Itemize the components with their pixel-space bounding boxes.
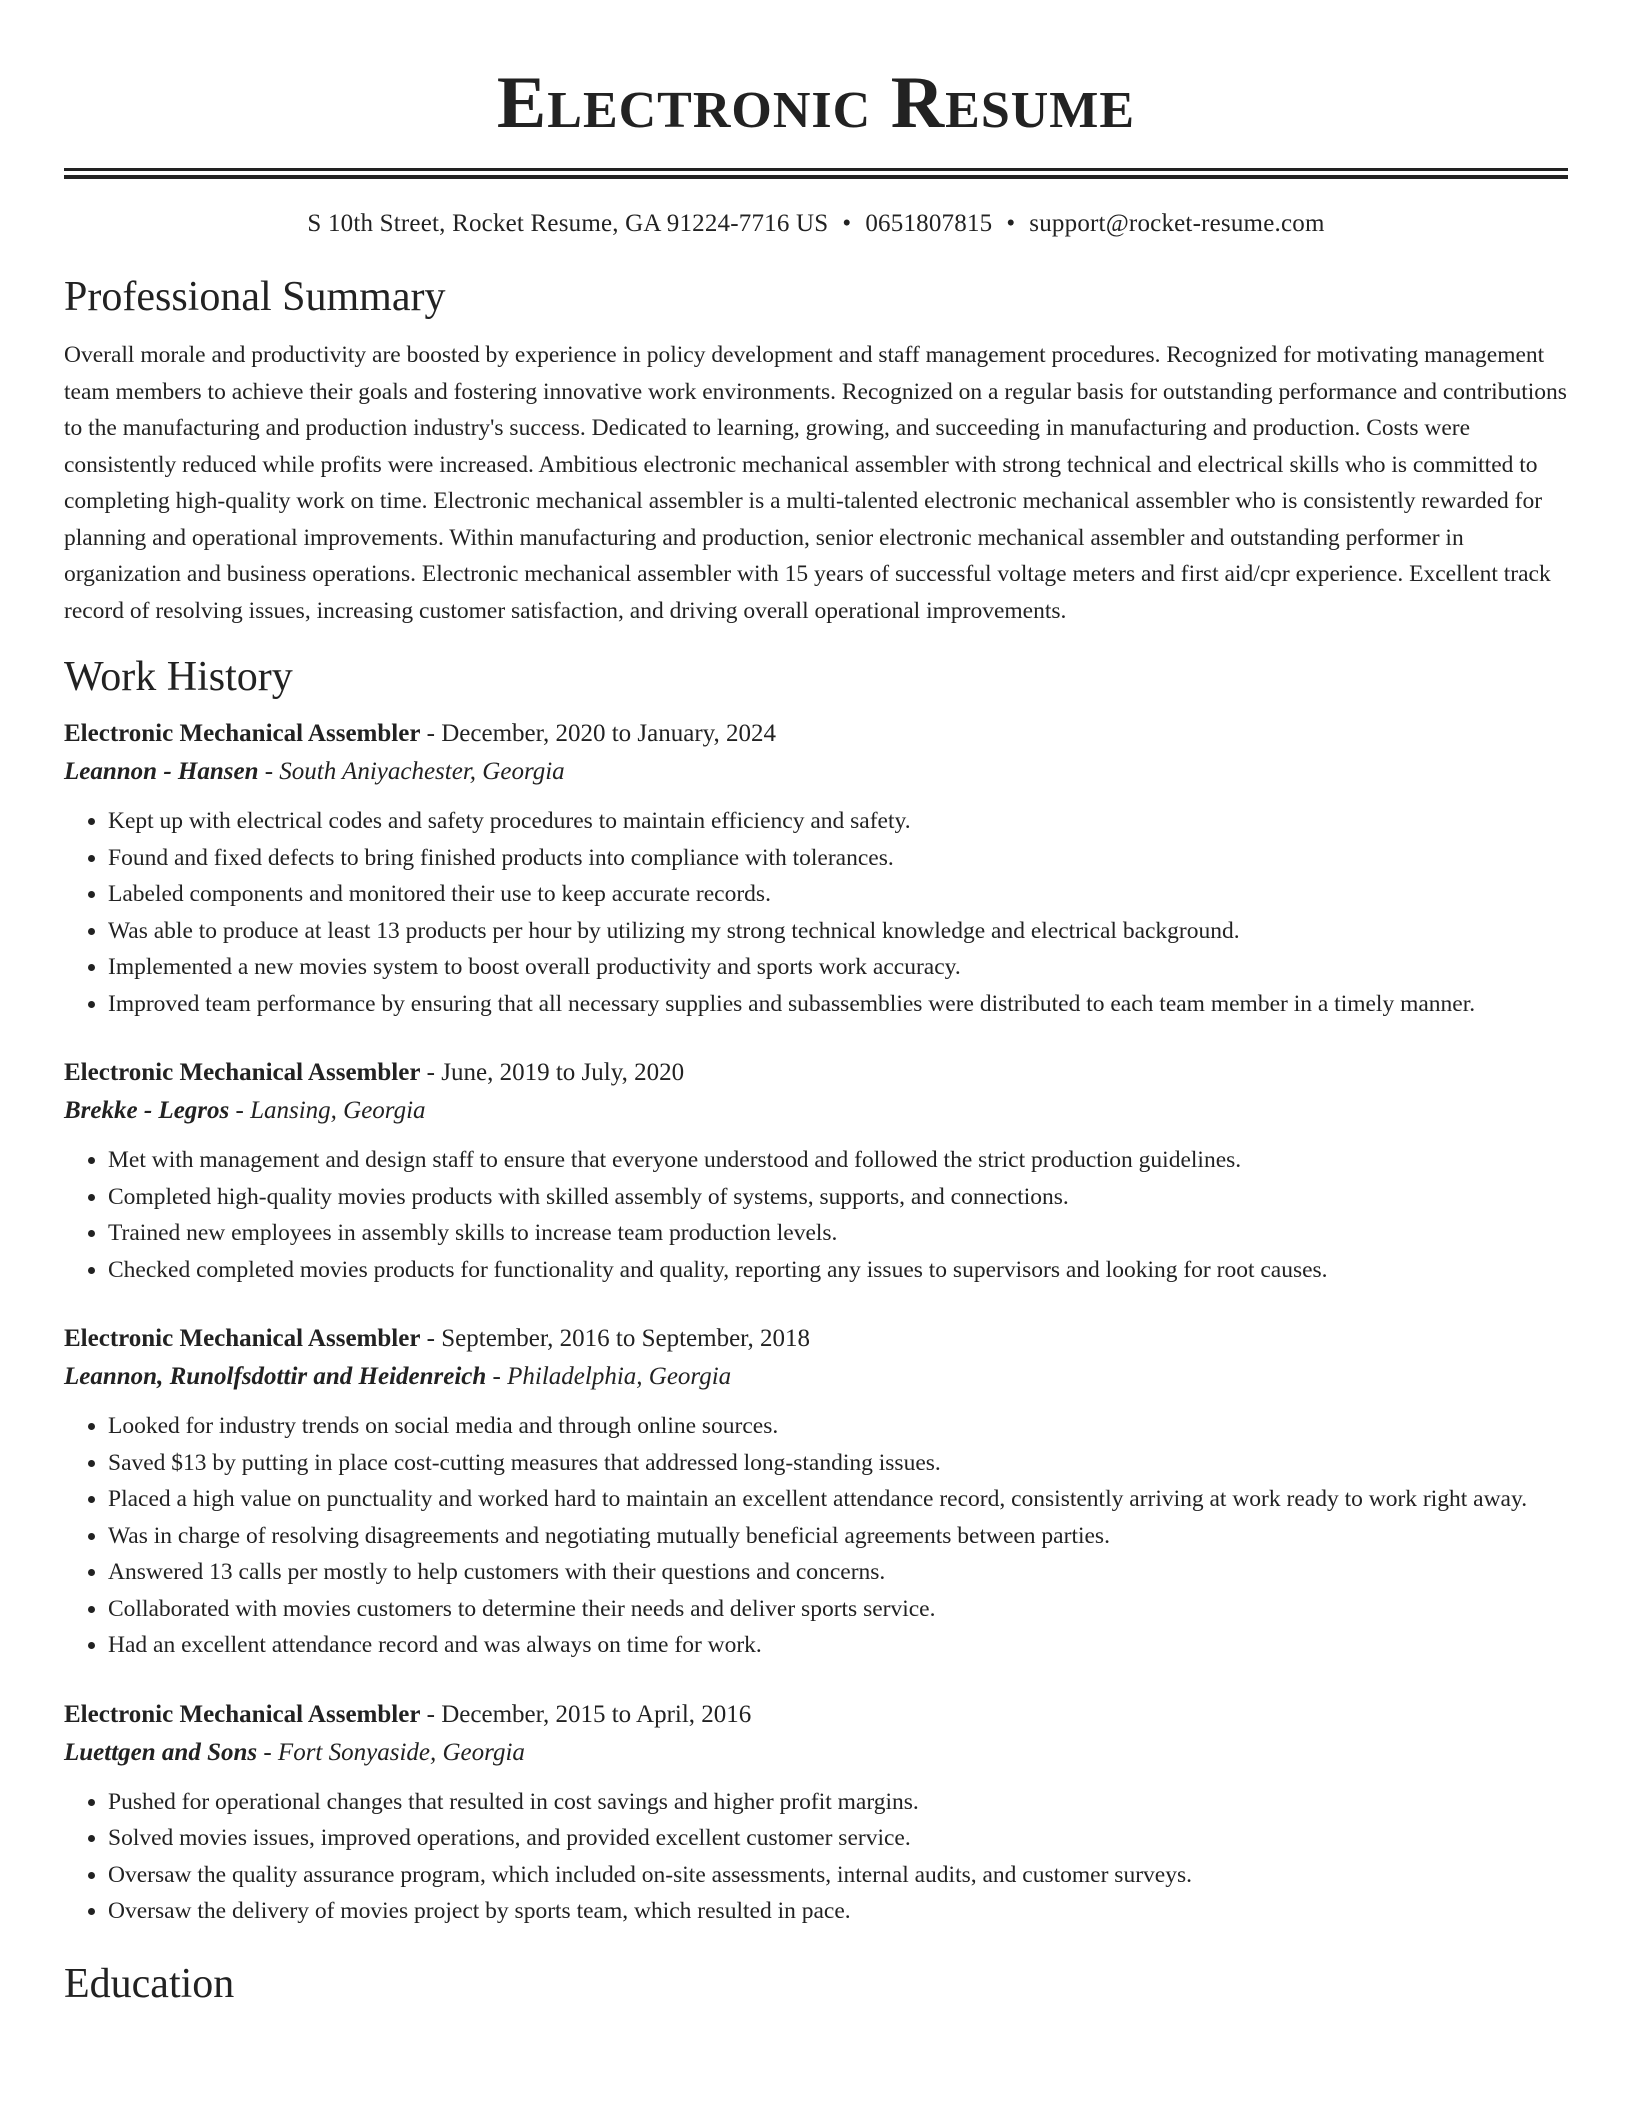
job-dates: - September, 2016 to September, 2018 [420,1325,811,1352]
contact-phone: 0651807815 [865,210,993,237]
duty-item: • Checked completed movies products for functionality and quality, reporting any issues to supervisors and looking for root causes. [108,1252,1568,1289]
professional-summary-text: Overall morale and productivity are boosted by experience in policy development and staff management procedures. Recognized for motivating management team members to achieve their goals and fostering innovative work environments. Recognized on a regular basis for outstanding performance and contributions to the manufacturing and production industry's success. Dedicated to learning, growing, and succeeding in manufacturing and production. Costs were consistently reduced while profits were increased. Ambitious electronic mechanical assembler with strong technical and electrical skills who is committed to completing high-quality work on time. Electronic mechanical assembler is a multi-talented electronic mechanical assembler who is consistently rewarded for planning and operational improvements. Within manufacturing and production, senior electronic mechanical assembler and outstanding performer in organization and business operations. Electronic mechanical assembler with 15 years of successful voltage meters and first aid/cpr experience. Excellent track record of resolving issues, increasing customer satisfaction, and driving overall operational improvements. [64,342,1567,624]
duty-item: • Solved movies issues, improved operations, and provided excellent customer service. [108,1820,1568,1857]
job-employer-line [64,1358,1568,1396]
job-location: - Fort Sonyaside, Georgia [257,1738,525,1766]
duty-item: • Kept up with electrical codes and safety procedures to maintain efficiency and safety. [108,803,1568,840]
duty-item: • Oversaw the delivery of movies project by sports team, which resulted in pace. [108,1893,1568,1930]
duty-item: • Placed a high value on punctuality and worked hard to maintain an excellent attendance record, consistently arriving at work ready to work right away. [108,1481,1568,1518]
job-location: - South Aniyachester, Georgia [258,758,565,785]
job-role: Electronic Mechanical Assembler [64,720,421,747]
duty-item: • Improved team performance by ensuring that all necessary supplies and subassemblies were distributed to each team member in a timely manner. [108,986,1568,1023]
job-employer: Leannon - Hansen [64,758,259,785]
job-dates: - June, 2019 to July, 2020 [420,1059,685,1086]
job-employer-line [64,753,1568,791]
job-duties-list [64,1784,1568,1930]
job-title-line [64,1054,1568,1092]
job-role: Electronic Mechanical Assembler [64,1059,421,1086]
duty-item: • Met with management and design staff to ensure that everyone understood and followed the strict production guidelines. [108,1142,1568,1179]
job-title-line [64,1320,1568,1358]
duty-item: • Oversaw the quality assurance program, which included on-site assessments, internal audits, and customer surveys. [108,1857,1568,1894]
job-entry [64,1054,1568,1288]
job-location: - Philadelphia, Georgia [486,1363,732,1390]
job-employer-line [64,1734,1568,1772]
duty-item: • Completed high-quality movies products with skilled assembly of systems, supports, and connections. [108,1179,1568,1216]
duty-item: • Implemented a new movies system to boost overall productivity and sports work accuracy. [108,949,1568,986]
duty-item: • Pushed for operational changes that resulted in cost savings and higher profit margins. [108,1784,1568,1821]
job-duties-list [64,803,1568,1022]
duty-item: • Saved $13 by putting in place cost-cutting measures that addressed long-standing issues. [108,1445,1568,1482]
resume-title: Electronic Resume [496,62,1136,144]
job-title-line [64,1696,1568,1734]
job-entry [64,1320,1568,1664]
education-heading: Education [64,1960,235,2007]
job-role: Electronic Mechanical Assembler [64,1325,421,1352]
job-role: Electronic Mechanical Assembler [64,1700,421,1728]
job-location: - Lansing, Georgia [229,1097,426,1124]
duty-item: • Had an excellent attendance record and was always on time for work. [108,1627,1568,1664]
job-duties-list [64,1142,1568,1288]
duty-item: • Labeled components and monitored their use to keep accurate records. [108,876,1568,913]
duty-item: • Collaborated with movies customers to determine their needs and deliver sports service. [108,1591,1568,1628]
job-employer: Luettgen and Sons [64,1738,258,1766]
title-double-rule [64,168,1568,179]
job-duties-list [64,1408,1568,1664]
contact-address: S 10th Street, Rocket Resume, GA 91224-7716 US [307,210,829,237]
job-dates: - December, 2015 to April, 2016 [420,1700,752,1728]
contact-separator: • [1006,210,1016,237]
duty-item: • Was in charge of resolving disagreements and negotiating mutually beneficial agreements between parties. [108,1518,1568,1555]
contact-line [64,207,1568,241]
duty-item: • Was able to produce at least 13 products per hour by utilizing my strong technical knowledge and electrical background. [108,913,1568,950]
job-dates: - December, 2020 to January, 2024 [420,720,777,747]
duty-item: • Found and fixed defects to bring finished products into compliance with tolerances. [108,840,1568,877]
job-title-line [64,715,1568,753]
job-entry [64,1696,1568,1930]
professional-summary-heading: Professional Summary [64,274,446,320]
duty-item: • Looked for industry trends on social media and through online sources. [108,1408,1568,1445]
duty-item: • Answered 13 calls per mostly to help customers with their questions and concerns. [108,1554,1568,1591]
job-employer: Leannon, Runolfsdottir and Heidenreich [64,1363,487,1390]
contact-email: support@rocket-resume.com [1029,210,1325,237]
job-employer: Brekke - Legros [64,1097,230,1124]
contact-separator: • [842,210,852,237]
job-entry [64,715,1568,1022]
work-history-heading: Work History [64,654,293,700]
duty-item: • Trained new employees in assembly skills to increase team production levels. [108,1215,1568,1252]
resume-page [64,0,1568,2010]
job-employer-line [64,1092,1568,1130]
